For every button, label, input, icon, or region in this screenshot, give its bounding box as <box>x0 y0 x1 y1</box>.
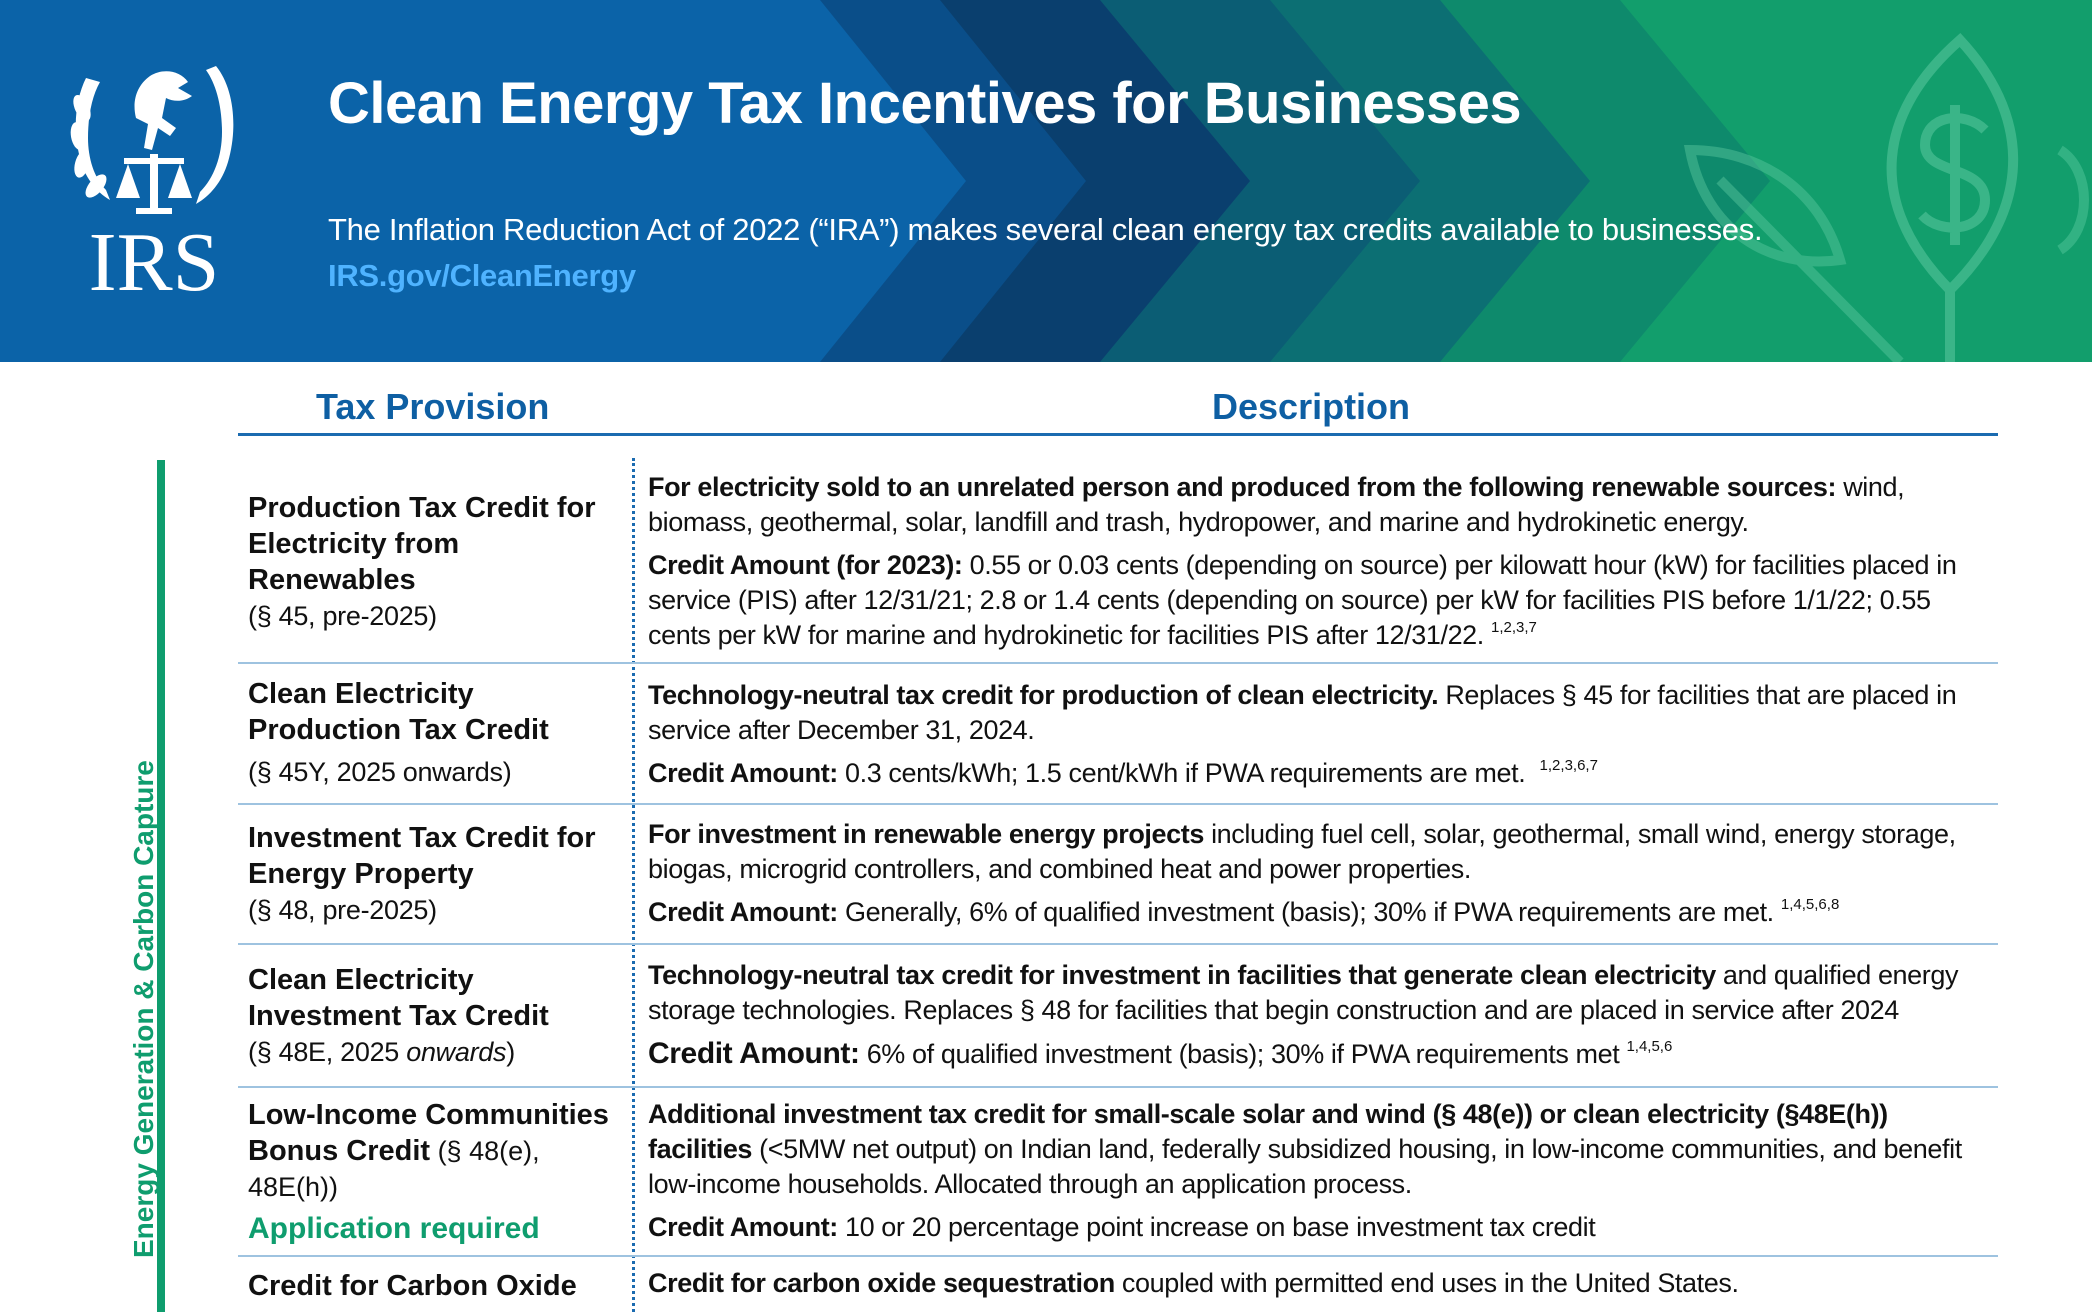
footnote-refs: 1,2,3,7 <box>1491 619 1537 636</box>
application-required-note: Application required <box>248 1212 540 1245</box>
row-divider <box>238 943 1998 945</box>
table-row-description <box>648 1266 1996 1309</box>
irs-eagle-logo <box>66 58 242 298</box>
row-divider <box>238 662 1998 664</box>
description-lead: Technology-neutral tax credit for production of clean electricity. <box>648 680 1439 710</box>
credit-amount-text: 0.55 or 0.03 cents (depending on source) per kilowatt hour (kW) for facilities placed in service (PIS) after 12/31/21; 2.8 or 1.4 cents (depending on source) per kW for facilities PIS before 1/1/22; 0.55 cents per kW for marine and hydrokinetic for facilities PIS after 12/31/22. <box>648 550 1957 650</box>
credit-amount-text: Generally, 6% of qualified investment (basis); 30% if PWA requirements are met. <box>837 897 1774 927</box>
description-text: including fuel cell, solar, geothermal, small wind, energy storage, biogas, microgrid controllers, and combined heat and power properties. <box>648 819 1956 884</box>
column-header-tax-provision: Tax Provision <box>316 386 550 427</box>
description-lead: For investment in renewable energy projects <box>648 819 1204 849</box>
provision-name: Clean Electricity Investment Tax Credit <box>248 964 549 1032</box>
description-lead: Technology-neutral tax credit for investment in facilities that generate clean electricity <box>648 960 1716 990</box>
provision-citation: (§ 48(e), 48E(h)) <box>248 1136 540 1202</box>
description-text: and qualified energy storage technologies. Replaces § 48 for facilities that begin construction and are placed in service after 2024 <box>648 960 1959 1025</box>
header-banner <box>0 0 2092 362</box>
footnote-refs: 1,2,3,6,7 <box>1539 757 1598 774</box>
provision-name: Production Tax Credit for Electricity from Renewables <box>248 492 596 596</box>
table-row-description <box>648 1097 1996 1253</box>
credit-amount-text: 6% of qualified investment (basis); 30% if PWA requirements met <box>859 1039 1620 1069</box>
citation-suffix: ) <box>506 1037 515 1067</box>
footnote-refs: 1,4,5,6 <box>1626 1038 1673 1055</box>
row-divider <box>238 803 1998 805</box>
table-row-description <box>648 958 1996 1080</box>
provision-citation: (§ 45Y, 2025 onwards) <box>248 757 512 787</box>
provision-name: Clean Electricity Production Tax Credit <box>248 678 549 746</box>
provision-name: Credit for Carbon Oxide <box>248 1270 577 1302</box>
column-header-description: Description <box>1212 386 1411 427</box>
description-text: coupled with permitted end uses in the United States. <box>1114 1268 1739 1298</box>
table-row-provision <box>248 676 628 790</box>
description-text: (<5MW net output) on Indian land, federally subsidized housing, in low-income communities, and benefit low-income households. Allocated through an application process. <box>648 1134 1962 1199</box>
category-label: Energy Generation & Carbon Capture <box>128 760 159 1258</box>
credit-amount-label: Credit Amount: <box>648 1037 860 1070</box>
description-lead: For electricity sold to an unrelated person and produced from the following renewable sources: <box>648 472 1837 502</box>
credit-amount-label: Credit Amount (for 2023): <box>648 550 963 580</box>
provision-citation: (§ 48, pre-2025) <box>248 895 437 925</box>
page-subtitle: The Inflation Reduction Act of 2022 (“IRA”) makes several clean energy tax credits available to businesses. <box>328 212 1763 247</box>
provision-citation <box>248 1034 628 1070</box>
table-row-provision <box>248 490 628 634</box>
footnote-refs: 1,4,5,6,8 <box>1780 896 1840 913</box>
table-row-description <box>648 817 1996 938</box>
credit-amount-label: Credit Amount: <box>648 1212 838 1242</box>
provision-name: Investment Tax Credit for Energy Property <box>248 822 596 890</box>
table-row-provision <box>248 962 628 1070</box>
page-title: Clean Energy Tax Incentives for Businesses <box>328 71 1522 136</box>
description-lead: Additional investment tax credit for small-scale solar and wind (§ 48(e)) or clean electricity (§48E(h)) facilities <box>648 1099 1888 1164</box>
citation-emphasis: onwards <box>406 1037 507 1067</box>
table-row-provision <box>248 1268 628 1304</box>
citation-prefix: (§ 48E, 2025 <box>248 1037 407 1067</box>
credit-amount-label: Credit Amount: <box>648 758 838 788</box>
clean-energy-link[interactable]: IRS.gov/CleanEnergy <box>328 258 636 293</box>
table-row-provision <box>248 1097 628 1247</box>
credit-amount-label: Credit Amount: <box>648 897 838 927</box>
provision-citation: (§ 45, pre-2025) <box>248 601 437 631</box>
credit-amount-text: 10 or 20 percentage point increase on base investment tax credit <box>837 1212 1596 1242</box>
credit-amount-text: 0.3 cents/kWh; 1.5 cent/kWh if PWA requirements are met. <box>837 758 1526 788</box>
banner-background <box>0 0 2092 362</box>
description-text: Replaces § 45 for facilities that are placed in service after December 31, 2024. <box>648 680 1957 745</box>
description-text: wind, biomass, geothermal, solar, landfill and trash, hydropower, and marine and hydrokinetic energy. <box>648 472 1905 537</box>
row-divider <box>238 1255 1998 1257</box>
description-lead: Credit for carbon oxide sequestration <box>648 1268 1115 1298</box>
provision-name: Low-Income Communities Bonus Credit <box>248 1099 609 1167</box>
irs-wordmark: IRS <box>88 216 220 298</box>
row-divider <box>238 1086 1998 1088</box>
table-row-provision <box>248 820 628 928</box>
table-row-description <box>648 470 1996 661</box>
column-divider <box>632 458 635 1312</box>
table-row-description <box>648 678 1996 799</box>
header-divider <box>238 433 1998 436</box>
